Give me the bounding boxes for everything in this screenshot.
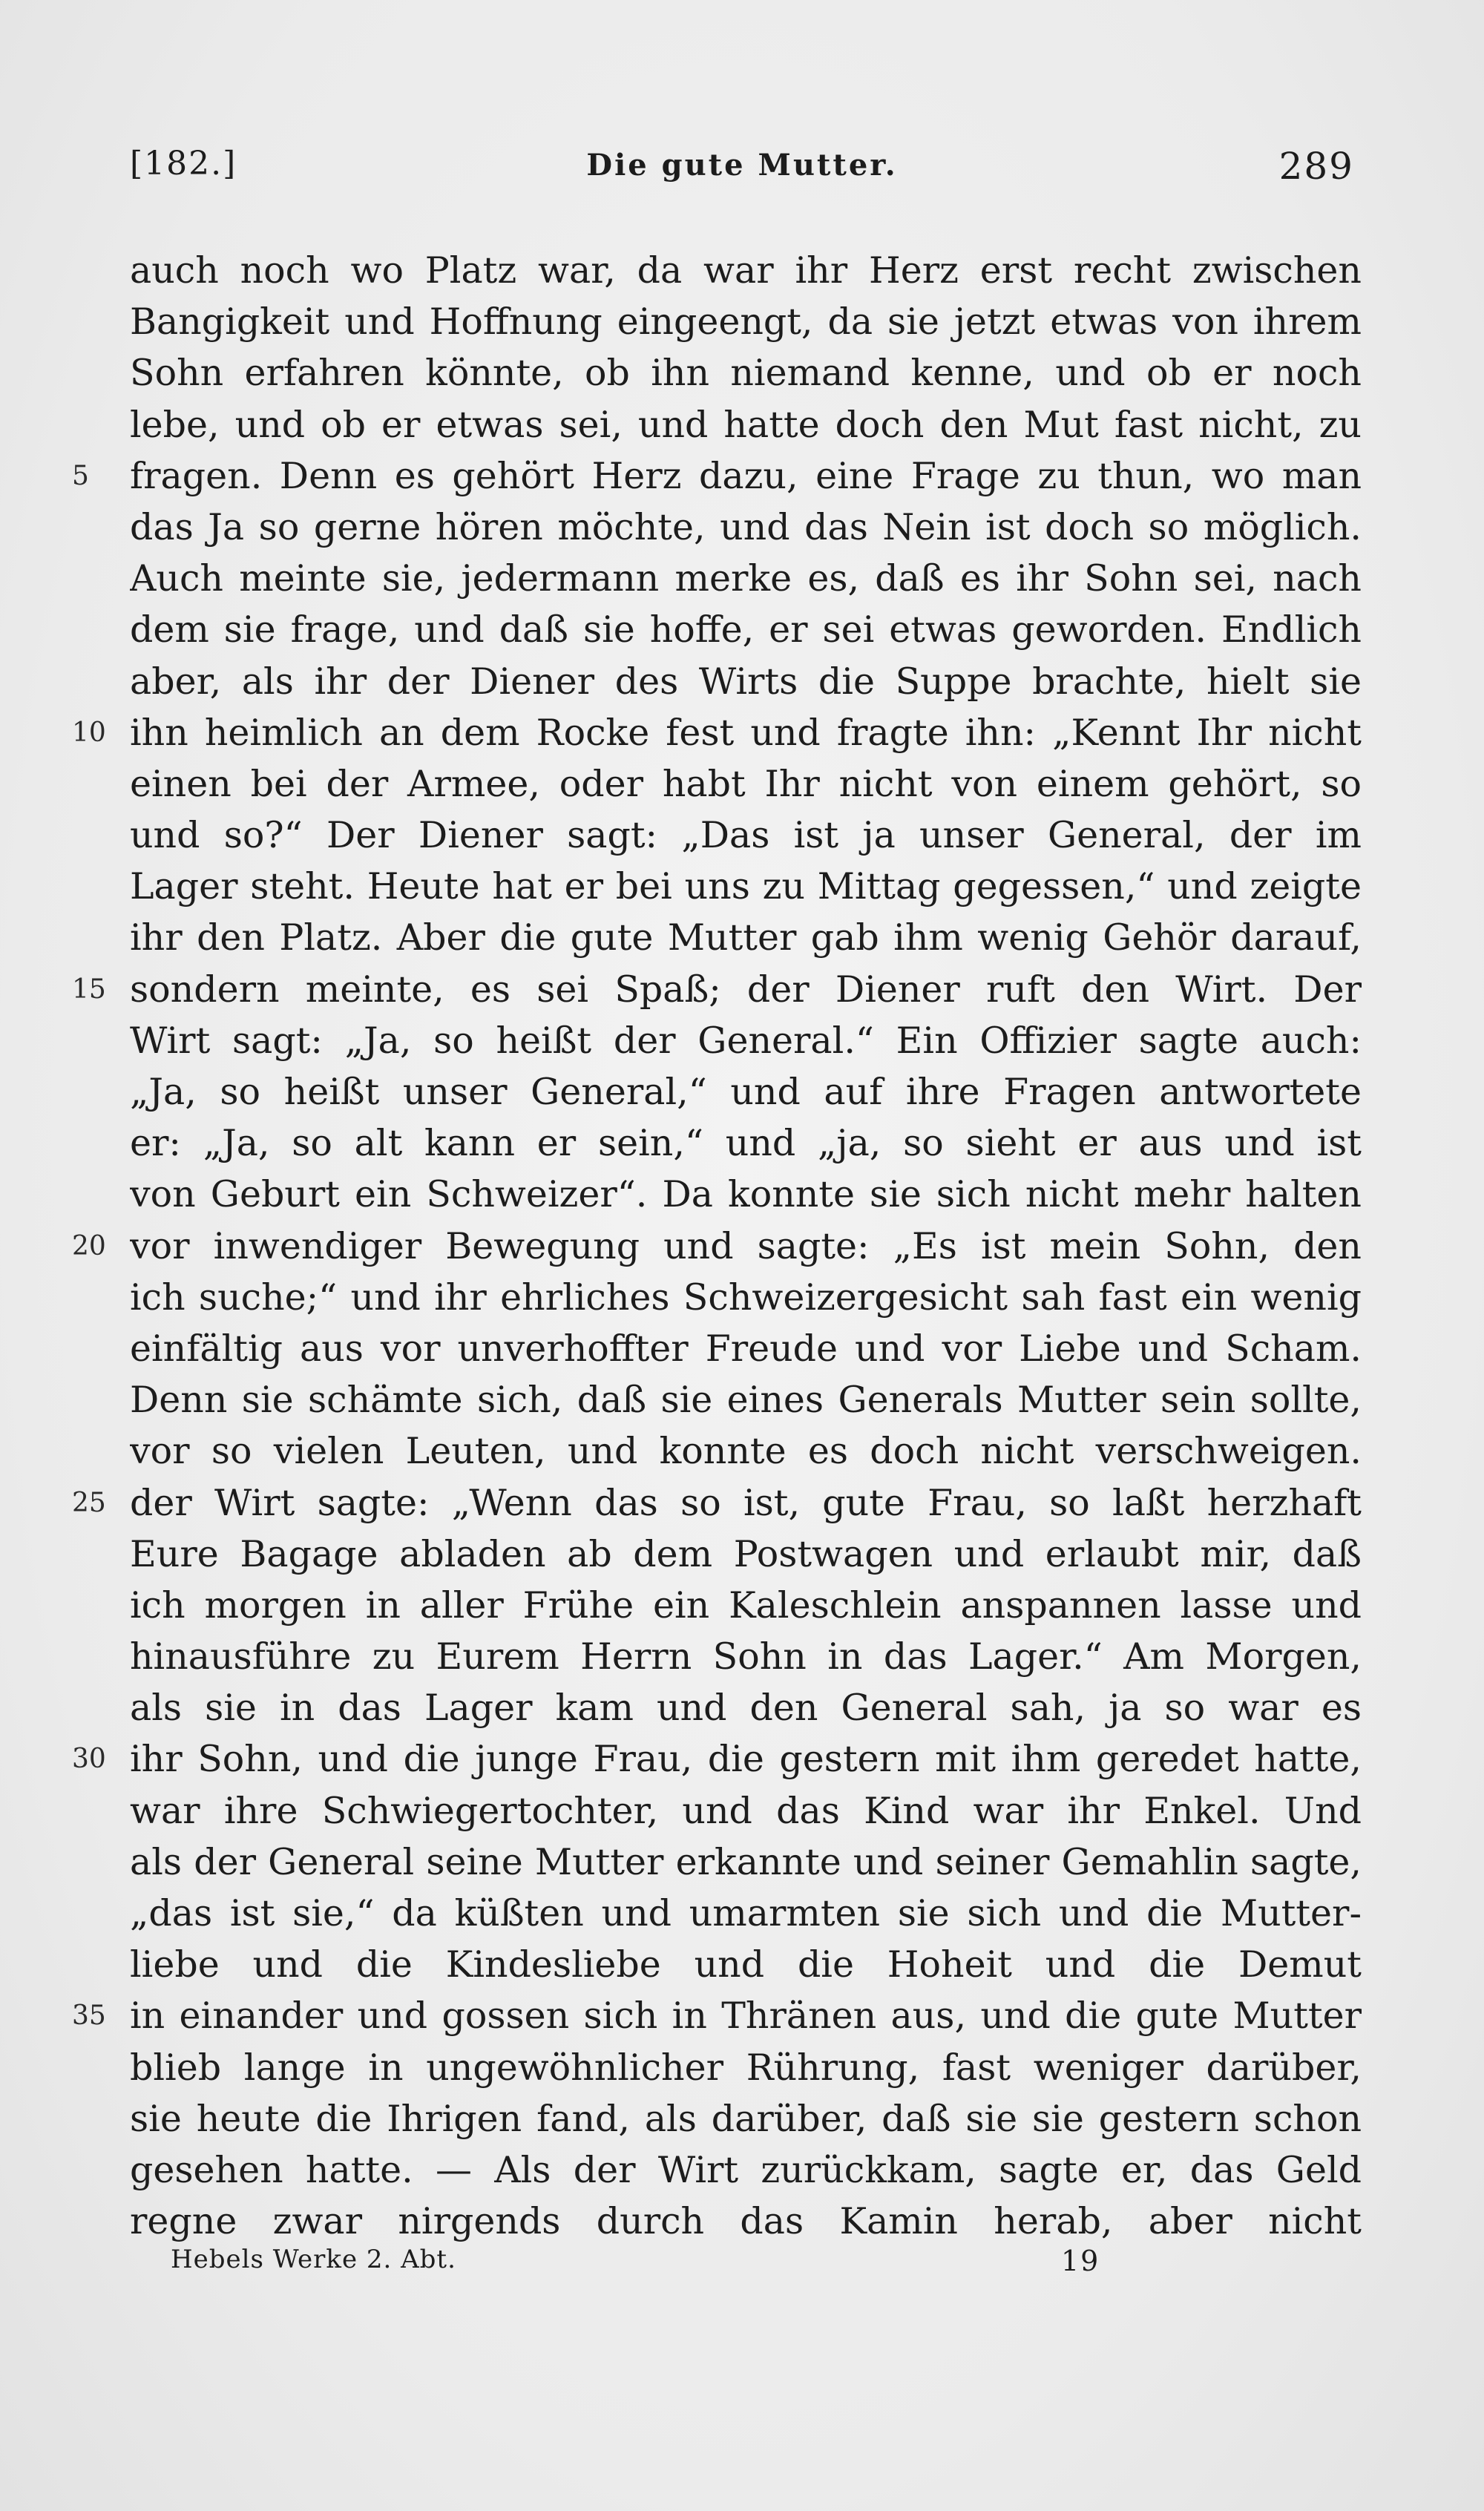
text-line (130, 1529, 1362, 1580)
text-line (130, 245, 1362, 296)
text-line (130, 861, 1362, 912)
text-line (130, 296, 1362, 347)
footer-signature: Hebels Werke 2. Abt. (171, 2245, 456, 2274)
text-line (72, 707, 1362, 758)
text-line (130, 1169, 1362, 1220)
text-line (72, 964, 1362, 1015)
line-text: Eure Bagage abladen ab dem Postwagen und erlaubt mir, daß (130, 1532, 1362, 1575)
running-title: Die gute Mutter. (586, 148, 898, 183)
line-text: als der General seine Mutter erkannte und seiner Gemahlin sagte, (130, 1840, 1362, 1883)
text-line (130, 1631, 1362, 1682)
line-text: war ihre Schwiegertochter, und das Kind war ihr Enkel. Und (130, 1789, 1362, 1832)
running-head (130, 145, 1354, 197)
text-line (130, 604, 1362, 655)
line-text: sie heute die Ihrigen fand, als darüber, daß sie sie gestern schon (130, 2097, 1362, 2140)
text-line (130, 399, 1362, 450)
text-line (130, 758, 1362, 810)
line-number: 15 (72, 974, 106, 1005)
page-footer (171, 2245, 1358, 2289)
text-line (130, 1323, 1362, 1374)
text-line (130, 810, 1362, 861)
text-line (130, 347, 1362, 398)
text-line (130, 1939, 1362, 1990)
line-text: vor inwendiger Bewegung und sagte: „Es ist mein Sohn, den (130, 1224, 1362, 1267)
line-text: ich suche;“ und ihr ehrliches Schweizergesicht sah fast ein wenig (130, 1276, 1362, 1319)
text-line (130, 912, 1362, 963)
text-line (130, 1682, 1362, 1733)
text-line (130, 1374, 1362, 1425)
text-line (130, 2042, 1362, 2093)
bracketed-original-page-number: [182.] (130, 145, 237, 183)
text-line (130, 656, 1362, 707)
line-text: das Ja so gerne hören möchte, und das Nein ist doch so möglich. (130, 505, 1362, 548)
line-text: fragen. Denn es gehört Herz dazu, eine Frage zu thun, wo man (130, 454, 1362, 497)
line-text: Lager steht. Heute hat er bei uns zu Mittag gegessen,“ und zeigte (130, 865, 1362, 908)
line-text: vor so vielen Leuten, und konnte es doch nicht verschweigen. (130, 1430, 1362, 1473)
text-line (72, 1733, 1362, 1785)
page-number: 289 (1278, 145, 1354, 188)
line-text: blieb lange in ungewöhnlicher Rührung, fast weniger darüber, (130, 2046, 1362, 2089)
line-text: als sie in das Lager kam und den General sah, ja so war es (130, 1687, 1362, 1730)
text-line (130, 1425, 1362, 1477)
line-text: hinausführe zu Eurem Herrn Sohn in das Lager.“ Am Morgen, (130, 1635, 1362, 1678)
text-line (72, 1477, 1362, 1529)
text-line (130, 1117, 1362, 1169)
line-text: auch noch wo Platz war, da war ihr Herz erst recht zwischen (130, 249, 1362, 292)
line-text: lebe, und ob er etwas sei, und hatte doch den Mut fast nicht, zu (130, 403, 1362, 446)
line-number: 10 (72, 717, 106, 748)
line-text: „Ja, so heißt unser General,“ und auf ihre Fragen antwortete (130, 1071, 1362, 1113)
line-text: der Wirt sagte: „Wenn das so ist, gute Frau, so laßt herzhaft (130, 1481, 1362, 1524)
line-number: 5 (72, 460, 89, 491)
body-text (72, 245, 1362, 2247)
sheet-number: 19 (1061, 2245, 1100, 2277)
line-text: einen bei der Armee, oder habt Ihr nicht von einem gehört, so (130, 762, 1362, 805)
text-line (130, 1015, 1362, 1066)
line-text: Denn sie schämte sich, daß sie eines Generals Mutter sein sollte, (130, 1379, 1362, 1422)
text-line (130, 502, 1362, 553)
line-text: sondern meinte, es sei Spaß; der Diener ruft den Wirt. Der (130, 968, 1362, 1011)
line-text: Wirt sagt: „Ja, so heißt der General.“ Ein Offizier sagte auch: (130, 1019, 1362, 1062)
line-text: von Geburt ein Schweizer“. Da konnte sie sich nicht mehr halten (130, 1173, 1362, 1216)
text-line (130, 1580, 1362, 1631)
line-text: und so?“ Der Diener sagt: „Das ist ja unser General, der im (130, 814, 1362, 857)
text-line (130, 1785, 1362, 1837)
line-text: Auch meinte sie, jedermann merke es, daß es ihr Sohn sei, nach (130, 557, 1362, 600)
text-line (130, 2093, 1362, 2144)
line-text: regne zwar nirgends durch das Kamin herab, aber nicht (130, 2200, 1362, 2243)
text-line (130, 1066, 1362, 1117)
text-line (130, 2144, 1362, 2196)
text-line (130, 1837, 1362, 1888)
line-text: er: „Ja, so alt kann er sein,“ und „ja, so sieht er aus und ist (130, 1122, 1362, 1165)
line-text: ihn heimlich an dem Rocke fest und fragte ihn: „Kennt Ihr nicht (130, 711, 1362, 754)
line-text: gesehen hatte. — Als der Wirt zurückkam, sagte er, das Geld (130, 2148, 1362, 2191)
line-text: ich morgen in aller Frühe ein Kaleschlein anspannen lasse und (130, 1583, 1362, 1627)
text-line (72, 1990, 1362, 2041)
line-text: aber, als ihr der Diener des Wirts die Suppe brachte, hielt sie (130, 660, 1362, 703)
line-text: liebe und die Kindesliebe und die Hoheit und die Demut (130, 1943, 1362, 1986)
line-number: 35 (72, 2000, 106, 2032)
line-text: ihr den Platz. Aber die gute Mutter gab ihm wenig Gehör darauf, (130, 916, 1362, 959)
line-text: dem sie frage, und daß sie hoffe, er sei etwas geworden. Endlich (130, 608, 1362, 651)
text-line (130, 553, 1362, 604)
text-line (130, 2196, 1362, 2247)
text-line (72, 1221, 1362, 1272)
text-line (72, 450, 1362, 502)
line-text: in einander und gossen sich in Thränen aus, und die gute Mutter (130, 1995, 1362, 2038)
line-text: einfältig aus vor unverhoffter Freude und vor Liebe und Scham. (130, 1327, 1362, 1370)
line-number: 30 (72, 1744, 106, 1775)
line-number: 25 (72, 1487, 106, 1518)
line-text: Bangigkeit und Hoffnung eingeengt, da sie jetzt etwas von ihrem (130, 301, 1362, 344)
line-text: Sohn erfahren könnte, ob ihn niemand kenne, und ob er noch (130, 352, 1362, 395)
line-text: ihr Sohn, und die junge Frau, die gestern mit ihm geredet hatte, (130, 1738, 1362, 1781)
line-text: „das ist sie,“ da küßten und umarmten sie sich und die Mutter- (130, 1892, 1362, 1934)
line-number: 20 (72, 1230, 106, 1261)
text-line (130, 1272, 1362, 1323)
text-line (130, 1888, 1362, 1939)
